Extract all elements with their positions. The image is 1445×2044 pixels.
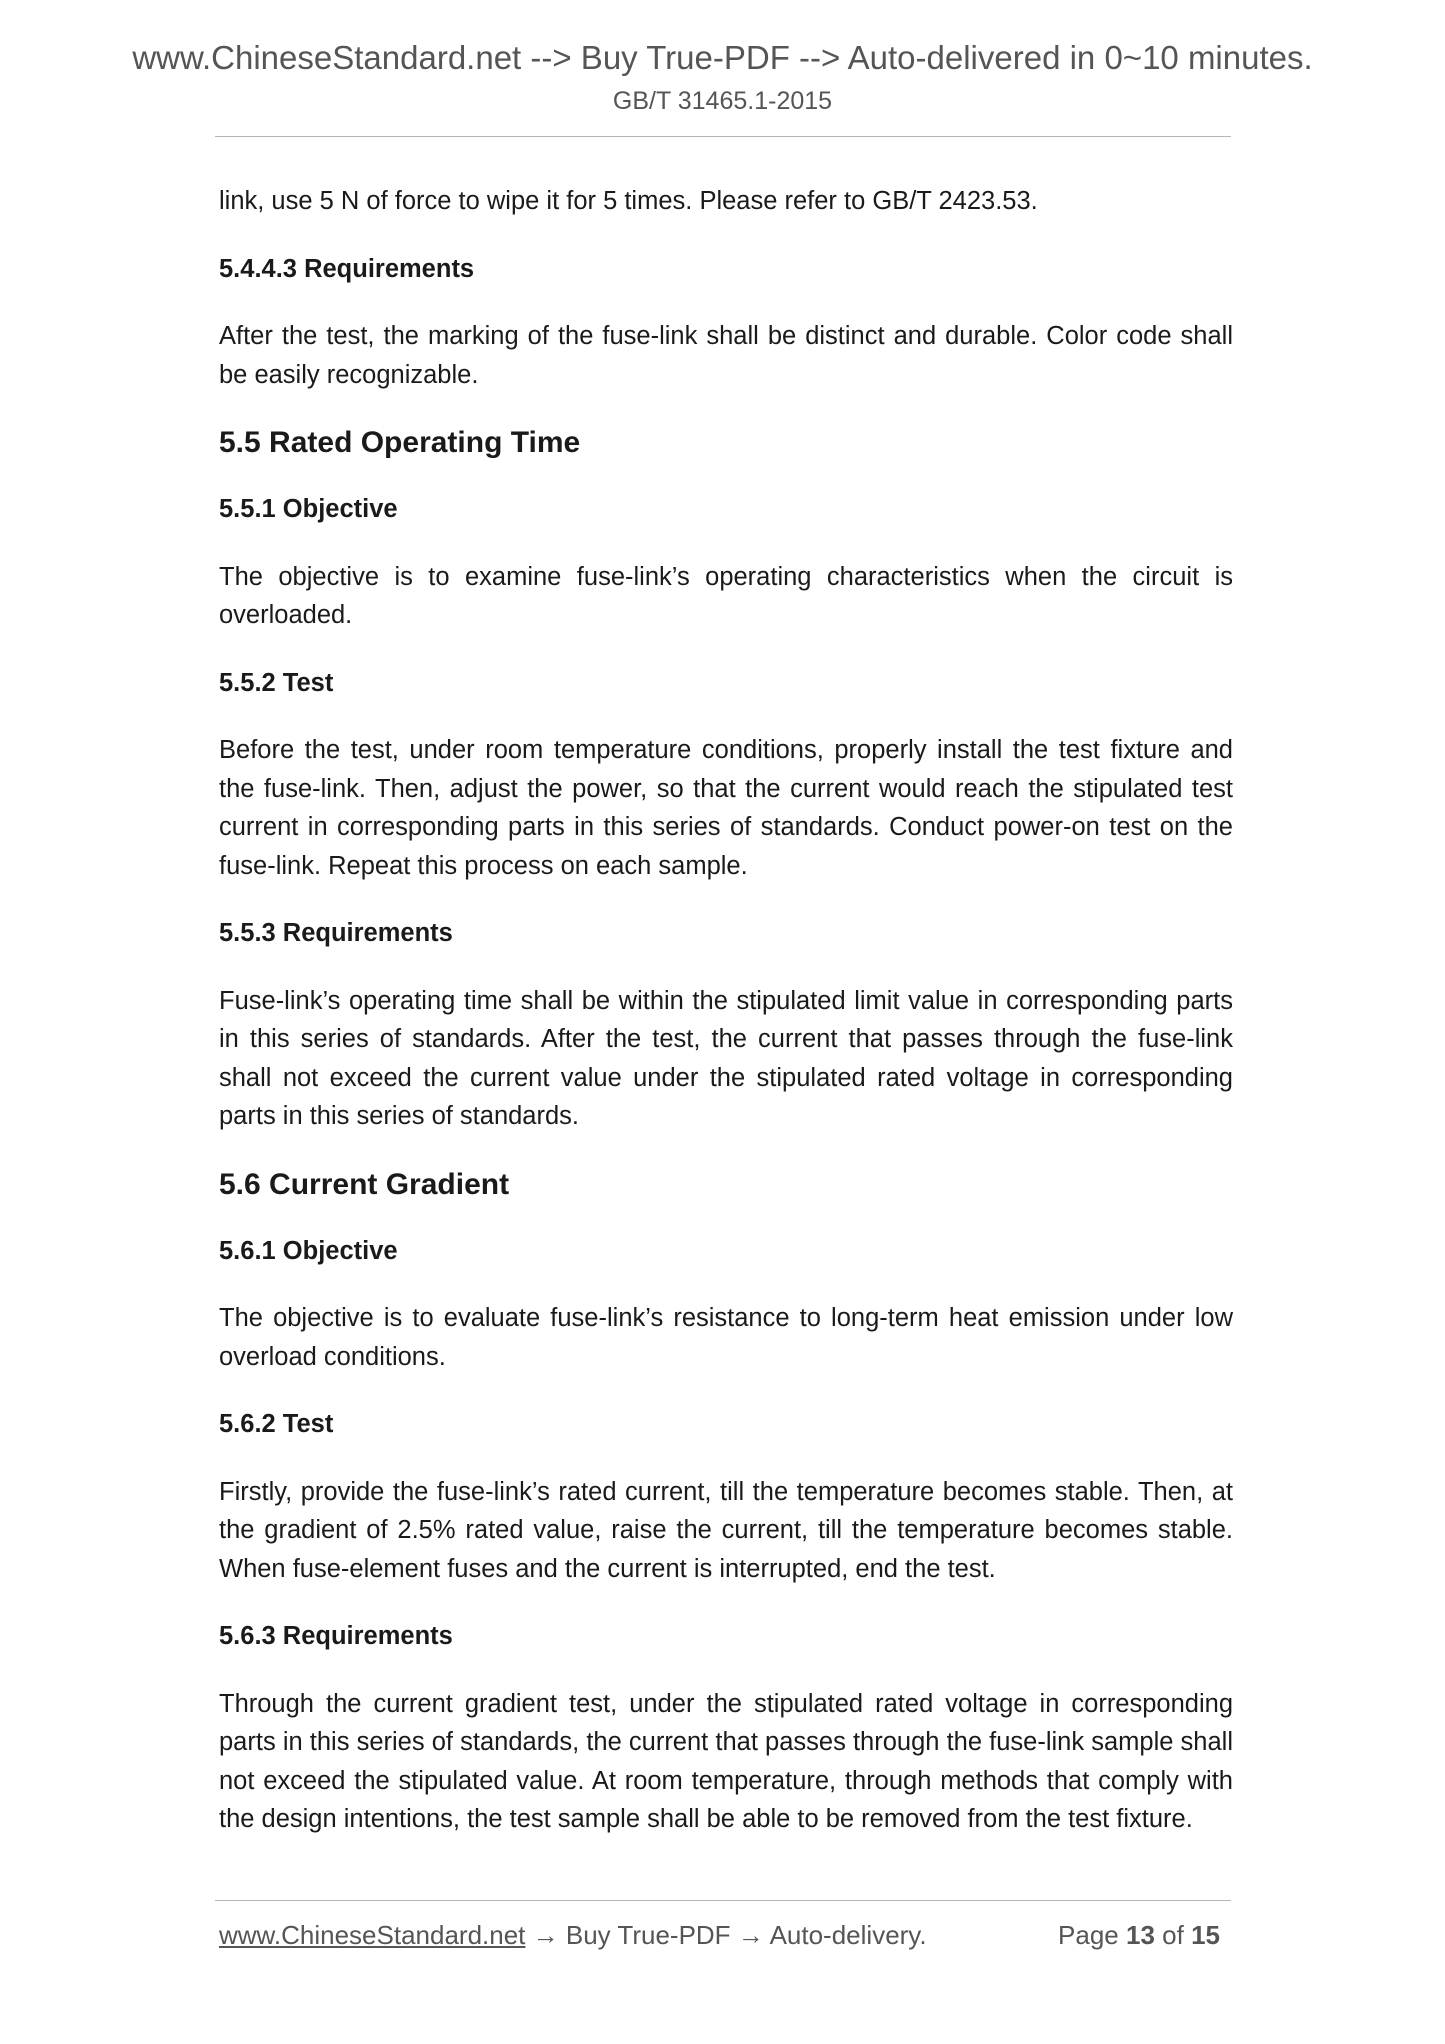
- paragraph-5-5-2: Before the test, under room temperature conditions, properly install the test fixture and the fuse-link. Then, adjust the power, so that the current would reach the stipulated test current in corresponding parts in this series of standards. Conduct power-on test on the fuse-link. Repeat this process on each sample.: [219, 736, 1233, 880]
- heading-5-6-3: 5.6.3 Requirements: [219, 1622, 453, 1650]
- paragraph-5-5-3: Fuse-link’s operating time shall be within the stipulated limit value in corresponding parts in this series of standards. After the test, the current that passes through the fuse-link shall not exceed the current value under the stipulated rated voltage in corresponding parts in this series of standards.: [219, 986, 1233, 1130]
- paragraph-5-5-1: The objective is to examine fuse-link’s operating characteristics when the circuit is overloaded.: [219, 562, 1233, 629]
- document-body: [219, 182, 1233, 1868]
- paragraph-5-4-4-3: After the test, the marking of the fuse-link shall be distinct and durable. Color code shall be easily recognizable.: [219, 322, 1233, 389]
- heading-5-5-3: 5.5.3 Requirements: [219, 919, 453, 947]
- standard-number: GB/T 31465.1-2015: [612, 87, 833, 115]
- of-word: of: [1162, 1920, 1184, 1950]
- heading-5-6: 5.6 Current Gradient: [219, 1167, 510, 1201]
- heading-5-5-2: 5.5.2 Test: [219, 668, 334, 697]
- heading-5-5-1: 5.5.1 Objective: [219, 495, 398, 523]
- heading-5-6-2: 5.6.2 Test: [219, 1410, 334, 1438]
- footer-website-link[interactable]: www.ChineseStandard.net: [219, 1920, 526, 1950]
- page-total: 15: [1191, 1920, 1220, 1950]
- header-divider: [215, 136, 1231, 137]
- header-banner: www.ChineseStandard.net --> Buy True-PDF --> Auto-delivered in 0~10 minutes.: [132, 39, 1313, 76]
- page-number: 13: [1126, 1920, 1155, 1950]
- paragraph-continued: link, use 5 N of force to wipe it for 5 times. Please refer to GB/T 2423.53.: [219, 187, 1038, 215]
- paragraph-5-6-2: Firstly, provide the fuse-link’s rated current, till the temperature becomes stable. Then, at the gradient of 2.5% rated value, raise the current, till the temperature becomes stable. When fuse-element fuses and the current is interrupted, end the test.: [219, 1477, 1233, 1583]
- paragraph-5-6-3: Through the current gradient test, under the stipulated rated voltage in corresponding parts in this series of standards, the current that passes through the fuse-link sample shall not exceed the stipulated value. At room temperature, through methods that comply with the design intentions, the test sample shall be able to be removed from the test fixture.: [219, 1689, 1233, 1833]
- footer-divider: [215, 1900, 1231, 1901]
- heading-5-6-1: 5.6.1 Objective: [219, 1236, 398, 1265]
- paragraph-5-6-1: The objective is to evaluate fuse-link’s resistance to long-term heat emission under low overload conditions.: [219, 1304, 1233, 1371]
- heading-5-5: 5.5 Rated Operating Time: [219, 426, 581, 459]
- heading-5-4-4-3: 5.4.4.3 Requirements: [219, 254, 475, 283]
- footer-tagline: → Buy True-PDF → Auto-delivery.: [525, 1920, 927, 1950]
- page-word: Page: [1058, 1920, 1119, 1950]
- page-indicator: [1058, 1918, 1220, 1952]
- footer-promo: [219, 1918, 927, 1952]
